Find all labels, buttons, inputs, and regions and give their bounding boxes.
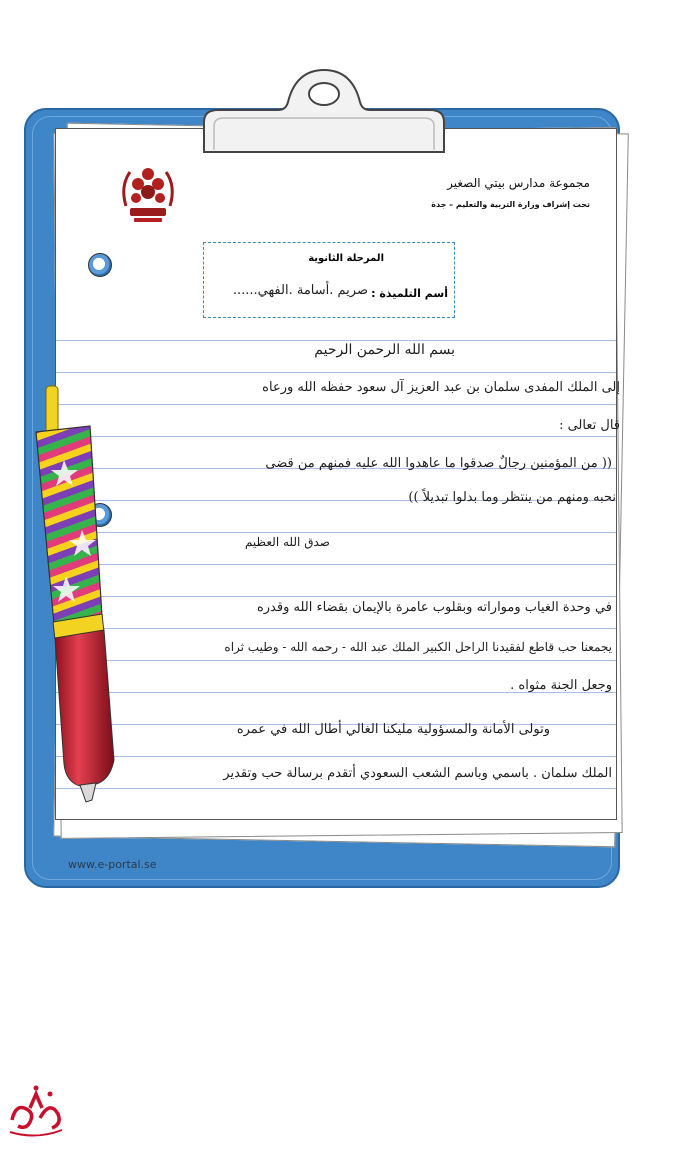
verse-line-1: (( من المؤمنين رجالٌ صدقوا ما عاهدوا الله عليه فمنهم من قضى: [265, 456, 612, 471]
sadaq-allah: صدق الله العظيم: [244, 535, 330, 549]
supervision-line: تحت إشراف وزارة التربية والتعليم – جدة: [431, 200, 590, 209]
website-url: www.e-portal.se: [68, 858, 157, 871]
quote-intro: قال تعالى :: [559, 418, 620, 433]
school-stage: المرحلة الثانوية: [308, 253, 384, 264]
paragraph-line-1: في وحدة الغياب ومواراته وبقلوب عامرة بالإيمان بقضاء الله وقدره: [256, 600, 612, 615]
pen-icon: [20, 380, 120, 810]
verse-line-2: نحبه ومنهم من ينتظر وما بدلوا تبديلاً )): [408, 490, 616, 505]
basmala: بسم الله الرحمن الرحيم: [314, 342, 455, 358]
school-logo-emblem: [118, 160, 178, 224]
addressee-line: إلى الملك المفدى سلمان بن عبد العزيز آل سعود حفظه الله ورعاه: [262, 380, 620, 395]
paragraph-line-2: يجمعنا حب قاطع لفقيدنا الراحل الكبير الملك عبد الله - رحمه الله - وطيب ثراه: [224, 640, 612, 654]
letter-paper: [55, 128, 617, 820]
clipboard-clip: [200, 66, 448, 154]
student-name-value: صريم .أسامة .الفهي......: [232, 283, 368, 298]
student-name-label: أسم التلميذة :: [371, 287, 448, 300]
brand-logo: [6, 1080, 66, 1140]
paragraph-line-5: الملك سلمان . باسمي وباسم الشعب السعودي أتقدم برسالة حب وتقدير: [223, 766, 612, 781]
binder-hole: [88, 253, 112, 277]
student-info-box: [203, 242, 455, 318]
school-group-name: مجموعة مدارس بيتي الصغير: [447, 176, 590, 190]
paragraph-line-3: وجعل الجنة مثواه .: [510, 678, 612, 693]
paragraph-line-4: وتولى الأمانة والمسؤولية مليكنا الغالي أطال الله في عمره: [236, 722, 550, 737]
